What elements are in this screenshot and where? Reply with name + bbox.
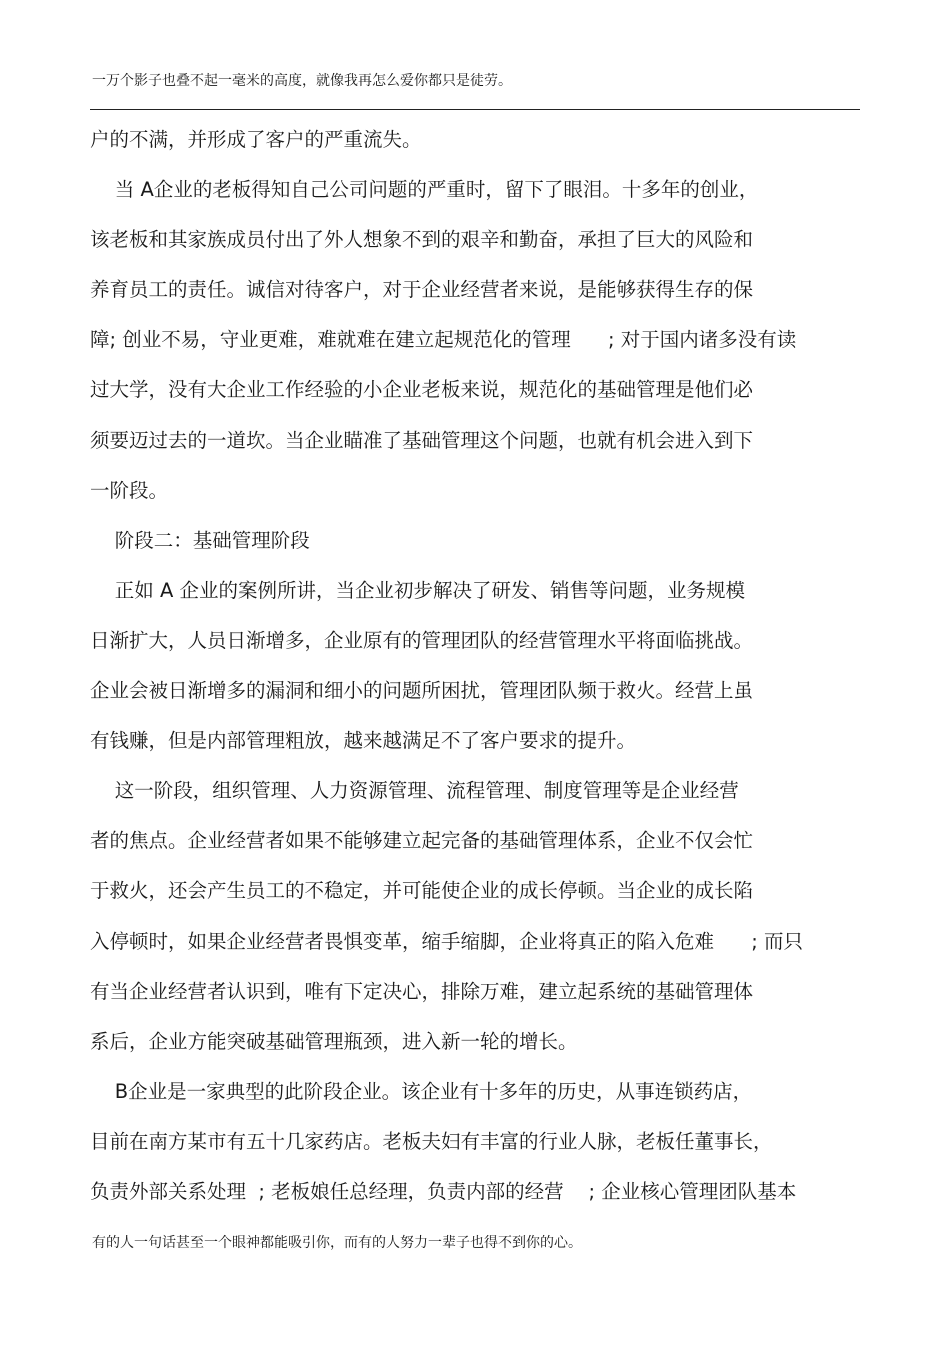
body-line: 一阶段。: [90, 478, 169, 502]
body-line: 系后，企业方能突破基础管理瓶颈，进入新一轮的增长。: [90, 1029, 578, 1053]
body-line: 障; 创业不易，守业更难，难就难在建立起规范化的管理 ; 对于国内诸多没有读: [90, 328, 797, 352]
section-heading: 阶段二：基础管理阶段: [90, 528, 310, 552]
body-line: 有当企业经营者认识到，唯有下定决心，排除万难，建立起系统的基础管理体: [90, 979, 754, 1003]
body-line: 目前在南方某市有五十几家药店。老板夫妇有丰富的行业人脉，老板任董事长，: [90, 1129, 773, 1153]
page-header-text: 一万个影子也叠不起一毫米的高度，就像我再怎么爱你都只是徒劳。: [92, 73, 512, 89]
body-line: 负责外部关系处理 ; 老板娘任总经理，负责内部的经营 ; 企业核心管理团队基本: [90, 1179, 797, 1203]
body-line: 这一阶段，组织管理、人力资源管理、流程管理、制度管理等是企业经营: [90, 779, 739, 803]
body-line: 该老板和其家族成员付出了外人想象不到的艰辛和勤奋，承担了巨大的风险和: [90, 228, 754, 252]
body-line: 当 A企业的老板得知自己公司问题的严重时，留下了眼泪。十多年的创业，: [90, 178, 759, 202]
body-line: 日渐扩大，人员日渐增多，企业原有的管理团队的经营管理水平将面临挑战。: [90, 628, 754, 652]
header-divider: [90, 109, 860, 110]
body-line: 有钱赚，但是内部管理粗放，越来越满足不了客户要求的提升。: [90, 729, 637, 753]
body-line: 须要迈过去的一道坎。当企业瞄准了基础管理这个问题，也就有机会进入到下: [90, 428, 754, 452]
body-line: 过大学，没有大企业工作经验的小企业老板来说，规范化的基础管理是他们必: [90, 378, 754, 402]
body-line: B企业是一家典型的此阶段企业。该企业有十多年的历史，从事连锁药店，: [90, 1079, 753, 1103]
document-body: [90, 115, 865, 1217]
body-line: 于救火，还会产生员工的不稳定，并可能使企业的成长停顿。当企业的成长陷: [90, 879, 754, 903]
body-line: 户的不满，并形成了客户的严重流失。: [90, 128, 422, 151]
body-line: 者的焦点。企业经营者如果不能够建立起完备的基础管理体系，企业不仅会忙: [90, 829, 754, 853]
body-line: 入停顿时，如果企业经营者畏惧变革，缩手缩脚，企业将真正的陷入危难 ; 而只: [90, 929, 803, 953]
page-footer-text: 有的人一句话甚至一个眼神都能吸引你，而有的人努力一辈子也得不到你的心。: [92, 1235, 582, 1251]
body-line: 养育员工的责任。诚信对待客户，对于企业经营者来说，是能够获得生存的保: [90, 278, 754, 302]
body-line: 正如 A 企业的案例所讲，当企业初步解决了研发、销售等问题，业务规模: [90, 578, 746, 602]
body-line: 企业会被日渐增多的漏洞和细小的问题所困扰，管理团队频于救火。经营上虽: [90, 679, 754, 703]
